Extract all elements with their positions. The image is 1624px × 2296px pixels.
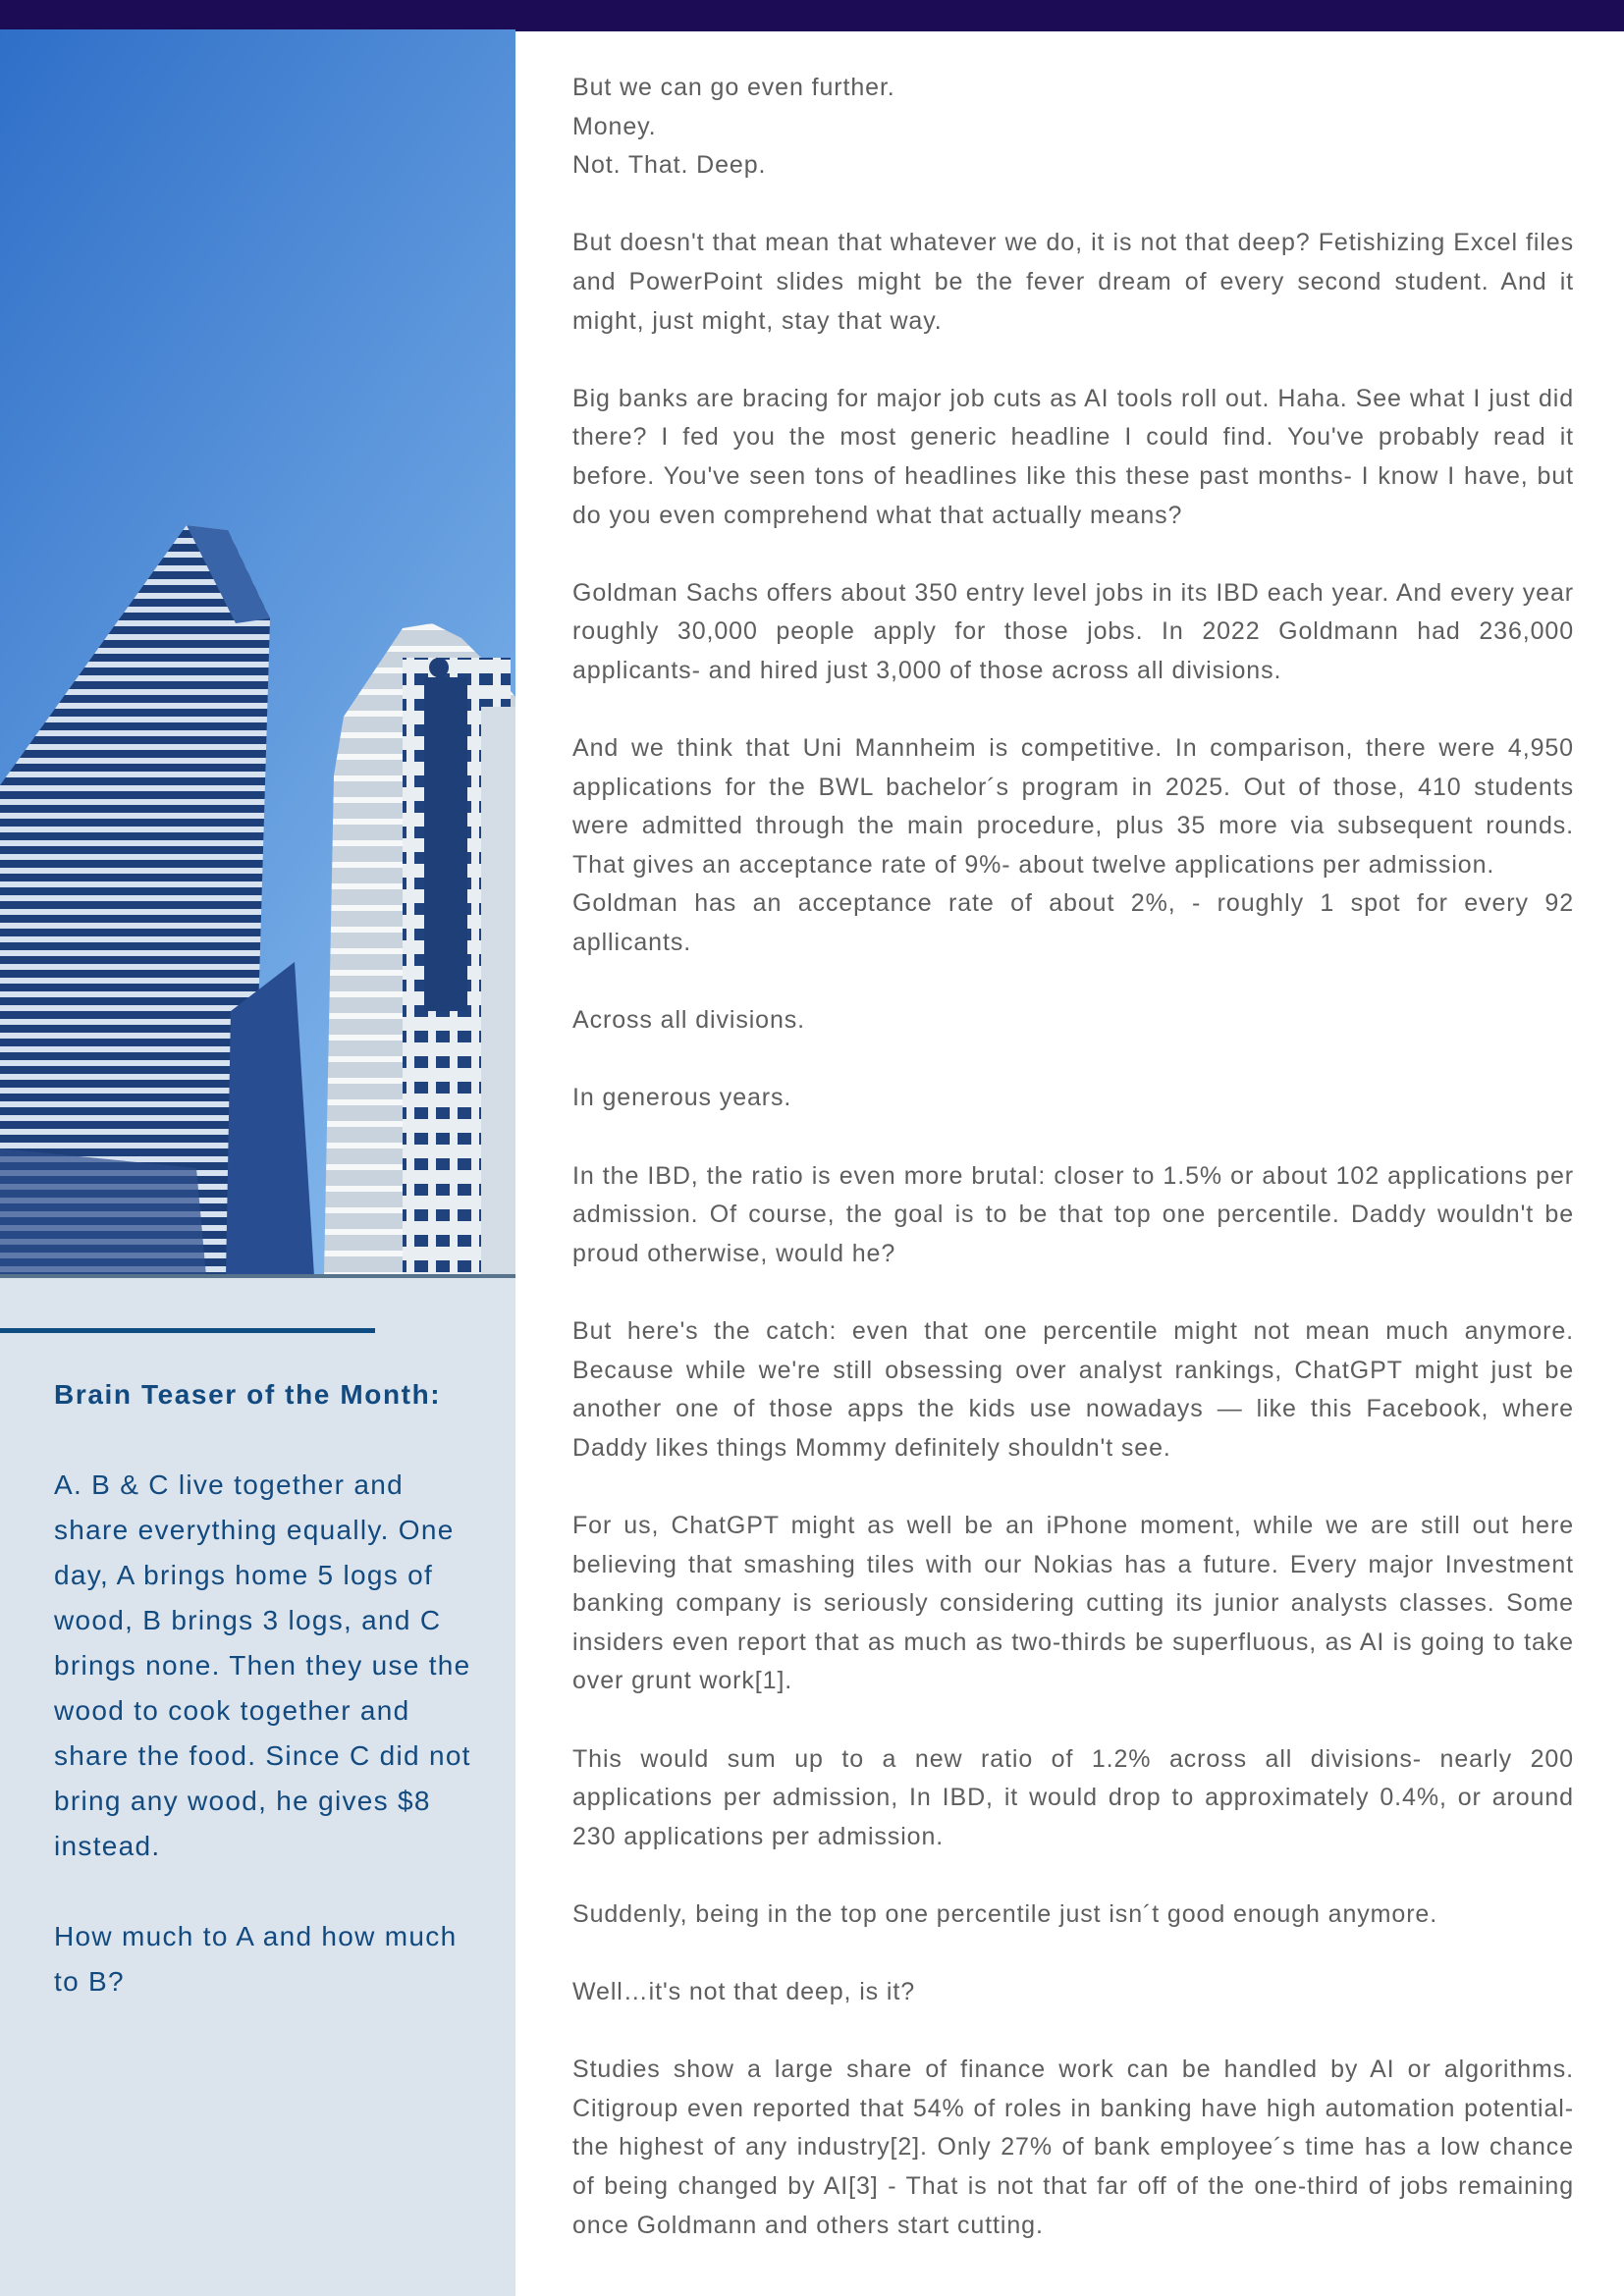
paragraph: In the IBD, the ratio is even more brutal: closer to 1.5% or about 102 applications per admission. Of course, the goal is to be that top one percentile. Daddy wouldn't be proud otherwise, would he? bbox=[572, 1161, 1574, 1267]
opening-line: Not. That. Deep. bbox=[572, 151, 767, 180]
paragraph-line: And we think that Uni Mannheim is competitive. In comparison, there were 4,950 applications for the BWL bachelor´s program in 2025. Out of those, 410 students were admitted through the main procedure, plus 35 more via subsequent rounds. That gives an acceptance rate of 9%- about twelve applications per admission. bbox=[572, 734, 1574, 879]
short-line: Across all divisions. bbox=[572, 1006, 806, 1035]
opening-lines bbox=[572, 69, 1574, 186]
paragraph: This would sum up to a new ratio of 1.2% across all divisions- nearly 200 applications per admission, In IBD, it would drop to approximately 0.4%, or around 230 applications per admission. bbox=[572, 1744, 1574, 1850]
brain-teaser-question: A. B & C live together and share everything equally. One day, A brings home 5 logs of wood, B brings 3 logs, and C brings none. Then they use the wood to cook together and share the food. Since C did not bring any wood, he gives $8 instead. bbox=[54, 1469, 471, 1861]
top-bar bbox=[0, 0, 1624, 31]
skyscrapers-photo bbox=[0, 29, 515, 1276]
opening-line: Money. bbox=[572, 112, 657, 140]
paragraph: Big banks are bracing for major job cuts as AI tools roll out. Haha. See what I just did there? I fed you the most generic headline I could find. You've probably read it before. You've seen tons of headlines like this these past months- I know I have, but do you even comprehend what that actually means? bbox=[572, 384, 1574, 529]
brain-teaser-box bbox=[54, 1372, 476, 2050]
paragraph: Goldman Sachs offers about 350 entry level jobs in its IBD each year. And every year roughly 30,000 people apply for those jobs. In 2022 Goldmann had 236,000 applicants- and hired just 3,000 of those across all divisions. bbox=[572, 578, 1574, 684]
article-body bbox=[572, 69, 1574, 2284]
photo-divider bbox=[0, 1274, 515, 1278]
brain-teaser-prompt: How much to A and how much to B? bbox=[54, 1921, 458, 1997]
paragraph-line: Goldman has an acceptance rate of about 2%, - roughly 1 spot for every 92 apllicants. bbox=[572, 889, 1574, 957]
short-line: In generous years. bbox=[572, 1084, 792, 1112]
paragraph: But doesn't that mean that whatever we do, it is not that deep? Fetishizing Excel files and PowerPoint slides might be the fever dream of every second student. And it might, just might, stay that way. bbox=[572, 229, 1574, 335]
paragraph: But here's the catch: even that one percentile might not mean much anymore. Because while we're still obsessing over analyst rankings, ChatGPT might just be another one of those apps the kids use nowadays — like this Facebook, where Daddy likes things Mommy definitely shouldn't see. bbox=[572, 1317, 1574, 1462]
mannheim-paragraph bbox=[572, 729, 1574, 963]
brain-teaser-title: Brain Teaser of the Month: bbox=[54, 1379, 442, 1410]
closing-paragraph: Studies show a large share of finance work can be handled by AI or algorithms. Citigroup even reported that 54% of roles in banking have high automation potential- the highest of any industry[2]. Only 27% of bank employee´s time has a low chance of being changed by AI[3] - That is not that far off of the one-third of jobs remaining once Goldmann and others start cutting. bbox=[572, 2056, 1574, 2239]
short-line: Suddenly, being in the top one percentile just isn´t good enough anymore. bbox=[572, 1899, 1438, 1928]
paragraph: For us, ChatGPT might as well be an iPhone moment, while we are still out here believing that smashing tiles with our Nokias has a future. Every major Investment banking company is seriously considering cutting its junior analysts classes. Some insiders even report that as much as two-thirds be superfluous, as AI is going to take over grunt work[1]. bbox=[572, 1511, 1574, 1695]
accent-line bbox=[0, 1328, 375, 1333]
short-line: Well…it's not that deep, is it? bbox=[572, 1978, 916, 2006]
opening-line: But we can go even further. bbox=[572, 74, 895, 101]
